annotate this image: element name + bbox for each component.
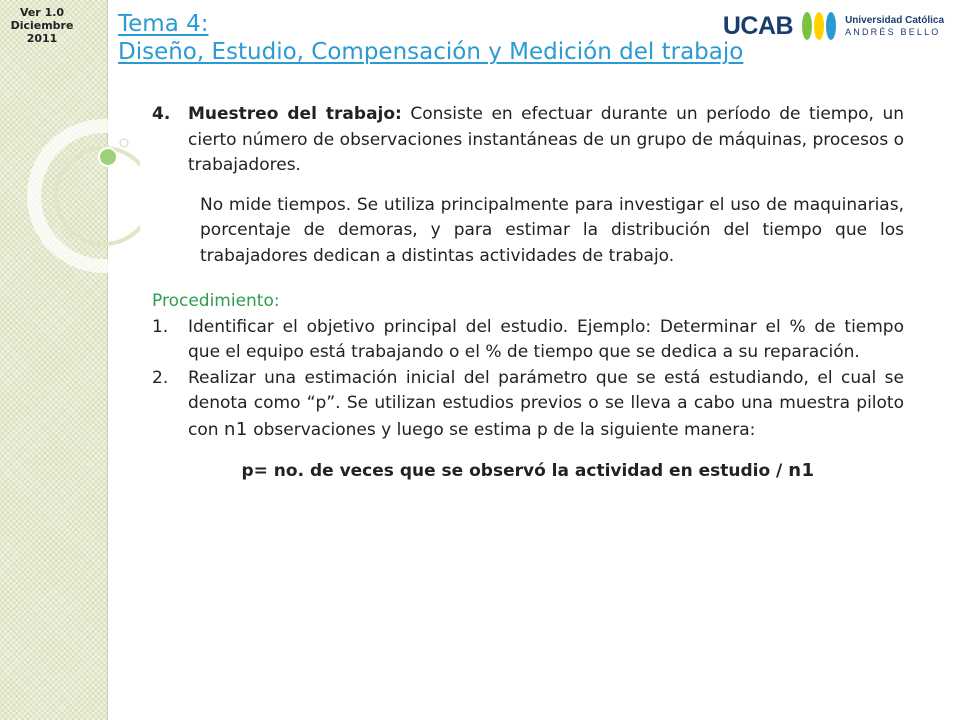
logo-leaves-icon [799, 9, 839, 43]
title-line-1: Tema 4: [118, 11, 209, 37]
small-bubble-icon [120, 139, 128, 147]
item-4-label: Muestreo del trabajo: [188, 104, 402, 124]
green-bubble-icon [99, 148, 117, 166]
formula: p= no. de veces que se observó la actividad en estudio / n1 [241, 460, 815, 481]
version-label: Ver 1.0 Diciembre 2011 [10, 6, 74, 45]
procedure-heading: Procedimiento: [152, 291, 280, 311]
ucab-logo: UCAB Universidad Católica ANDRÉS BELLO [723, 6, 944, 46]
decorative-sidebar [0, 0, 108, 720]
step-1: 1. Identificar el objetivo principal del estudio. Ejemplo: Determinar el % de tiempo que el equipo está trabajando o el % de tiempo que se dedica a su reparación. [152, 316, 904, 362]
title-line-2: Diseño, Estudio, Compensación y Medición del trabajo [118, 39, 744, 65]
item-4-note: No mide tiempos. Se utiliza principalmente para investigar el uso de maquinarias, porcentaje de demoras, y para estimar la distribución del tiempo que los trabajadores dedican a distintas actividades de trabajo. [200, 194, 904, 266]
procedure-steps [152, 315, 904, 444]
item-4-text: Consiste en efectuar durante un período de tiempo, un cierto número de observaciones instantáneas de un grupo de máquinas, procesos o trabajadores. [188, 104, 904, 175]
item-4: 4. Muestreo del trabajo: Consiste en efectuar durante un período de tiempo, un cierto número de observaciones instantáneas de un grupo de máquinas, procesos o trabajadores. [152, 104, 904, 175]
logo-acronym: UCAB [722, 11, 794, 40]
step-2: 2. Realizar una estimación inicial del parámetro que se está estudiando, el cual se denota como “p”. Se utilizan estudios previos o se lleva a cabo una muestra piloto con n1 observaciones y luego se estima p de la siguiente manera: [152, 367, 904, 440]
slide-content [152, 102, 904, 485]
